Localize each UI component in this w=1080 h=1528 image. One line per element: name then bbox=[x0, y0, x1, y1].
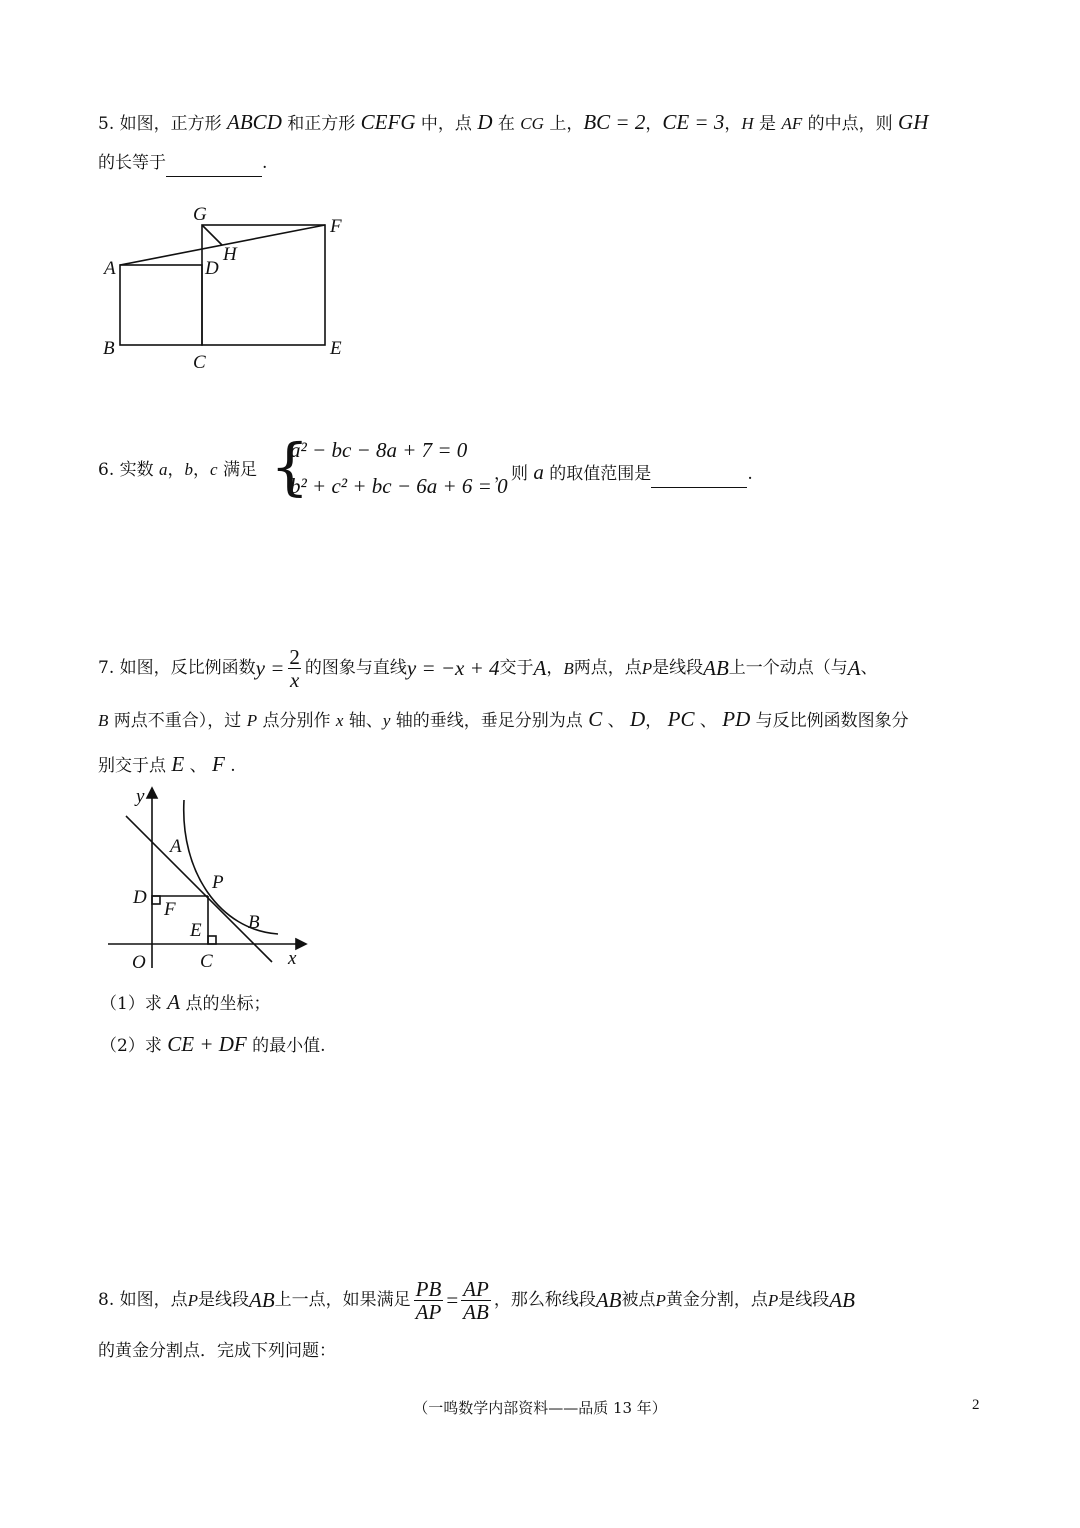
q7-line3: 别交于点 E 、 F . bbox=[98, 752, 236, 776]
label-y: y bbox=[136, 786, 145, 807]
q7-figure bbox=[100, 782, 310, 974]
q8-line2: 的黄金分割点．完成下列问题： bbox=[98, 1341, 336, 1361]
label-d: D bbox=[133, 887, 147, 908]
label-c: C bbox=[193, 352, 206, 373]
label-e: E bbox=[190, 920, 202, 941]
label-x: x bbox=[288, 948, 297, 969]
label-b: B bbox=[248, 912, 260, 933]
label-b: B bbox=[103, 338, 115, 359]
label-c: C bbox=[200, 951, 213, 972]
q5-figure bbox=[95, 198, 365, 378]
q5-line2: 的长等于 . bbox=[98, 152, 267, 177]
math-cefg: CEFG bbox=[360, 110, 416, 134]
right-angle-d bbox=[152, 896, 160, 904]
label-a: A bbox=[170, 836, 182, 857]
hyperbola-y-2-over-x bbox=[184, 800, 278, 934]
page-number: 2 bbox=[972, 1397, 980, 1413]
fraction-ap-over-ab: $\frac{AP}{AB}$ bbox=[463, 1277, 489, 1325]
equation-2: b² + c² + bc − 6a + 6 = 0 bbox=[290, 474, 508, 498]
segment-gh bbox=[202, 225, 222, 245]
x-axis-arrow bbox=[296, 939, 306, 949]
math-abcd: ABCD bbox=[227, 110, 282, 134]
q7-line2: B 两点不重合），过 P 点分别作 x 轴、y 轴的垂线，垂足分别为点 C 、 D， PC 、 PD 与反比例函数图象分 bbox=[98, 707, 909, 731]
label-a: A bbox=[104, 258, 116, 279]
label-h: H bbox=[223, 244, 237, 265]
q7-line1: 7. 如图，反比例函数 y = $\frac{2}{x}$ 的图象与直线 y = −x + 4 交于 A ， B 两点，点 P 是线段 AB 上一个动点（与 A 、 bbox=[98, 645, 878, 693]
label-d: D bbox=[205, 258, 219, 279]
q7-sub1: （1）求 A 点的坐标； bbox=[100, 990, 271, 1014]
label-g: G bbox=[193, 204, 207, 225]
q7-sub2: （2）求 CE + DF 的最小值. bbox=[100, 1032, 326, 1056]
answer-blank bbox=[166, 152, 262, 177]
fraction-2-over-x: $\frac{2}{x}$ bbox=[289, 645, 300, 693]
q5-line1: 5. 如图，正方形 ABCD 和正方形 CEFG 中，点 D 在 CG 上，BC = 2，CE = 3，H 是 AF 的中点，则 GH bbox=[98, 110, 929, 134]
answer-blank bbox=[651, 463, 747, 488]
right-angle-c bbox=[208, 936, 216, 944]
system-brace: { bbox=[270, 430, 310, 503]
label-f: F bbox=[164, 899, 176, 920]
label-p: P bbox=[212, 872, 224, 893]
label-f: F bbox=[330, 216, 342, 237]
equation-1: a² − bc − 8a + 7 = 0 bbox=[290, 438, 468, 462]
fraction-pb-over-ap: $\frac{PB}{AP}$ bbox=[415, 1277, 442, 1325]
y-axis-arrow bbox=[147, 788, 157, 798]
label-e: E bbox=[330, 338, 342, 359]
q6-line-tail: ，则 a 的取值范围是 . bbox=[494, 458, 753, 488]
page-footer: （一鸣数学内部资料——品质 13 年） bbox=[413, 1399, 667, 1417]
q6-line: 6. 实数 a，b，c 满足 bbox=[98, 460, 257, 480]
q8-line1: 8. 如图，点 P 是线段 AB 上一点，如果满足 $\frac{PB}{AP}$ = $\frac{AP}{AB}$ ，那么称线段 AB 被点 P 黄金分割，点 P 是线段 AB bbox=[98, 1277, 855, 1325]
square-abcd bbox=[120, 265, 202, 345]
label-o: O bbox=[132, 952, 146, 973]
